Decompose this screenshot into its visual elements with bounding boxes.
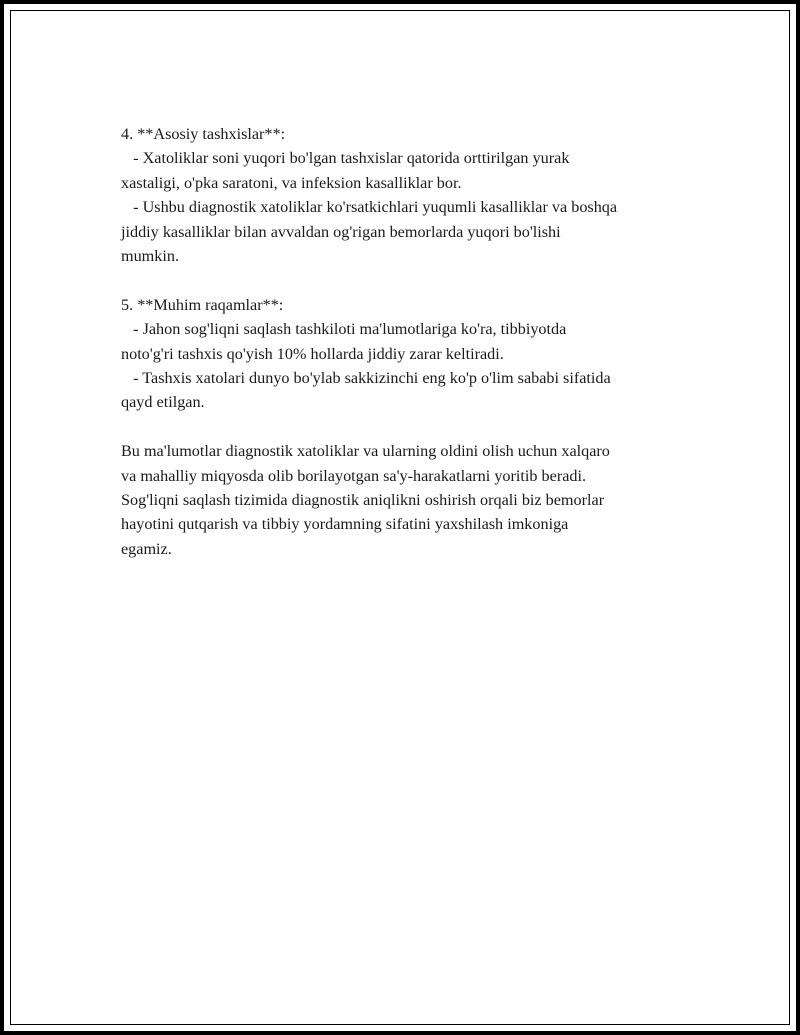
paragraph-line: Sog'liqni saqlash tizimida diagnostik aniqlikni oshirish orqali biz bemorlar bbox=[121, 491, 605, 510]
bullet-item bbox=[121, 317, 701, 366]
section-asosiy-tashxislar bbox=[121, 122, 701, 268]
bullet-line: - Ushbu diagnostik xatoliklar ko'rsatkichlari yuqumli kasalliklar va boshqa bbox=[121, 198, 618, 217]
bullet-line: - Xatoliklar soni yuqori bo'lgan tashxislar qatorida orttirilgan yurak bbox=[121, 149, 570, 168]
bullet-line: - Jahon sog'liqni saqlash tashkiloti ma'lumotlariga ko'ra, tibbiyotda bbox=[121, 320, 567, 339]
bullet-line: jiddiy kasalliklar bilan avvaldan og'rigan bemorlarda yuqori bo'lishi bbox=[121, 222, 561, 241]
bullet-line: qayd etilgan. bbox=[121, 393, 205, 412]
bullet-line: xastaligi, o'pka saratoni, va infeksion kasalliklar bor. bbox=[121, 173, 462, 192]
bullet-item bbox=[121, 146, 701, 195]
section-muhim-raqamlar bbox=[121, 293, 701, 415]
bullet-line: mumkin. bbox=[121, 247, 180, 266]
paragraph-line: va mahalliy miqyosda olib borilayotgan sa'y-harakatlarni yoritib beradi. bbox=[121, 466, 587, 485]
bullet-item bbox=[121, 195, 701, 268]
paragraph-line: hayotini qutqarish va tibbiy yordamning sifatini yaxshilash imkoniga bbox=[121, 515, 569, 534]
document-body bbox=[121, 122, 701, 586]
conclusion-paragraph bbox=[121, 439, 701, 561]
bullet-line: noto'g'ri tashxis qo'yish 10% hollarda jiddiy zarar keltiradi. bbox=[121, 344, 504, 363]
paragraph-line: egamiz. bbox=[121, 539, 172, 558]
paragraph-line: Bu ma'lumotlar diagnostik xatoliklar va ularning oldini olish uchun xalqaro bbox=[121, 442, 610, 461]
bullet-line: - Tashxis xatolari dunyo bo'ylab sakkizinchi eng ko'p o'lim sababi sifatida bbox=[121, 369, 611, 388]
section-heading: 4. **Asosiy tashxislar**: bbox=[121, 125, 286, 143]
section-heading: 5. **Muhim raqamlar**: bbox=[121, 295, 284, 314]
bullet-item bbox=[121, 366, 701, 415]
